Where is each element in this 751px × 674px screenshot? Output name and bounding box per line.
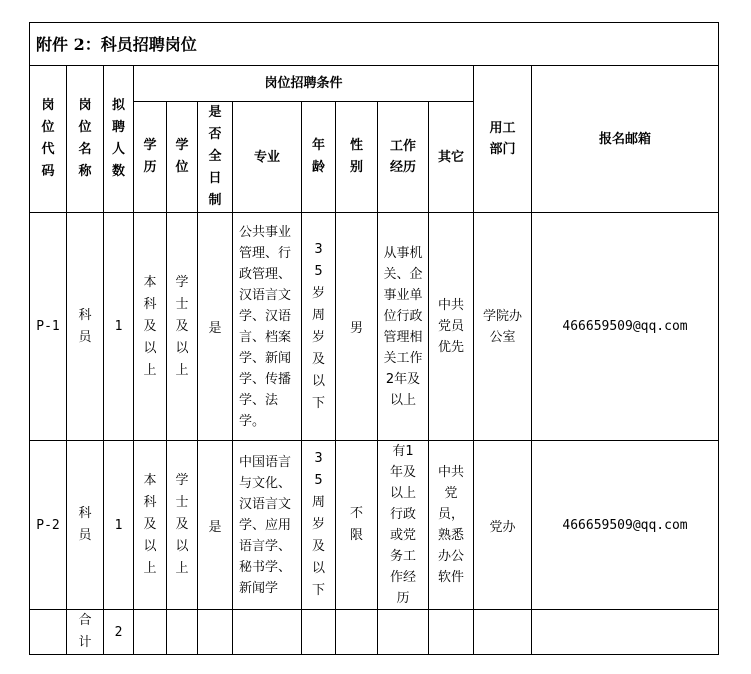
row-other: 中共党员，熟悉办公软件 <box>429 441 474 610</box>
total-count: 2 <box>104 610 134 655</box>
row-email: 466659509@qq.com <box>532 213 719 441</box>
header-age: 年龄 <box>302 102 336 213</box>
row-education: 本科及以上 <box>134 441 167 610</box>
positions-table <box>29 65 719 655</box>
total-label: 合计 <box>67 610 104 655</box>
header-major: 专业 <box>233 102 302 213</box>
table-row <box>30 213 719 441</box>
empty-cell <box>474 610 532 655</box>
header-fulltime: 是否全日制 <box>198 102 233 213</box>
row-gender: 男 <box>336 213 378 441</box>
header-experience: 工作经历 <box>378 102 429 213</box>
row-age: 35周岁及以下 <box>302 441 336 610</box>
empty-cell <box>302 610 336 655</box>
row-fulltime: 是 <box>198 441 233 610</box>
row-degree: 学士及以上 <box>167 441 198 610</box>
row-name: 科员 <box>67 441 104 610</box>
row-major: 中国语言与文化、汉语言文学、应用语言学、秘书学、新闻学 <box>233 441 302 610</box>
empty-cell <box>532 610 719 655</box>
row-degree: 学士及以上 <box>167 213 198 441</box>
empty-cell <box>134 610 167 655</box>
sheet-title: 附件 2：科员招聘岗位 <box>29 22 719 65</box>
empty-cell <box>336 610 378 655</box>
row-count: 1 <box>104 213 134 441</box>
header-conditions: 岗位招聘条件 <box>134 66 474 102</box>
header-name: 岗位名称 <box>67 66 104 213</box>
row-major: 公共事业管理、行政管理、汉语言文学、汉语言、档案学、新闻学、传播学、法学。 <box>233 213 302 441</box>
header-education: 学历 <box>134 102 167 213</box>
row-other: 中共党员优先 <box>429 213 474 441</box>
table-row <box>30 441 719 610</box>
header-degree: 学位 <box>167 102 198 213</box>
row-experience: 从事机关、企事业单位行政管理相关工作2年及以上 <box>378 213 429 441</box>
row-fulltime: 是 <box>198 213 233 441</box>
row-gender: 不限 <box>336 441 378 610</box>
row-name: 科员 <box>67 213 104 441</box>
row-age: 35岁周岁及以下 <box>302 213 336 441</box>
header-count: 拟聘人数 <box>104 66 134 213</box>
recruitment-sheet <box>29 22 719 655</box>
empty-cell <box>429 610 474 655</box>
empty-cell <box>167 610 198 655</box>
row-code: P-1 <box>30 213 67 441</box>
empty-cell <box>233 610 302 655</box>
header-gender: 性别 <box>336 102 378 213</box>
row-department: 党办 <box>474 441 532 610</box>
row-count: 1 <box>104 441 134 610</box>
empty-cell <box>378 610 429 655</box>
row-code: P-2 <box>30 441 67 610</box>
row-department: 学院办公室 <box>474 213 532 441</box>
total-row <box>30 610 719 655</box>
row-experience: 有1年及以上行政或党务工作经历 <box>378 441 429 610</box>
header-department: 用工部门 <box>474 66 532 213</box>
total-code-empty <box>30 610 67 655</box>
header-code: 岗位代码 <box>30 66 67 213</box>
header-row-top <box>30 66 719 102</box>
header-other: 其它 <box>429 102 474 213</box>
empty-cell <box>198 610 233 655</box>
header-email: 报名邮箱 <box>532 66 719 213</box>
row-education: 本科及以上 <box>134 213 167 441</box>
row-email: 466659509@qq.com <box>532 441 719 610</box>
